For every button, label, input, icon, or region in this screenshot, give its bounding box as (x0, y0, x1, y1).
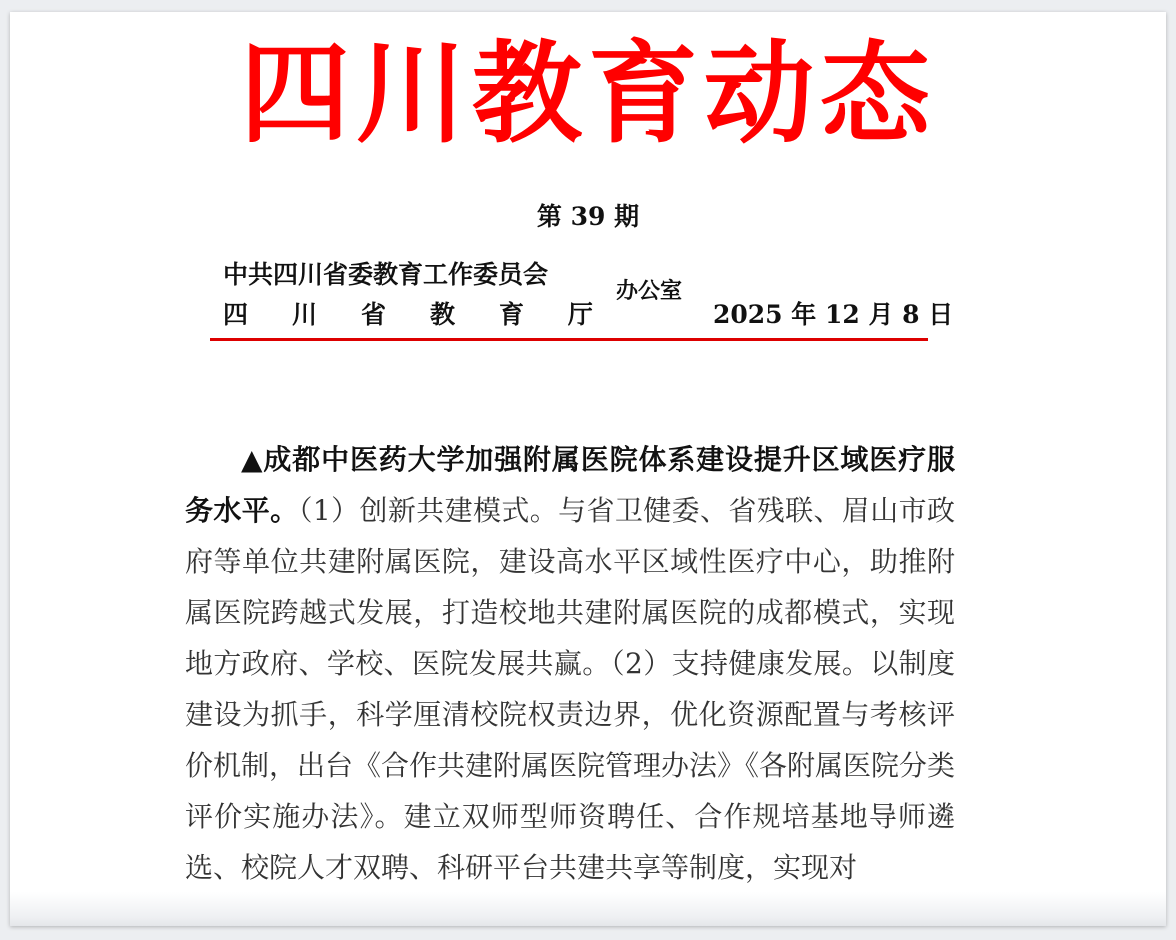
bottom-fade-overlay (10, 892, 1166, 926)
article-paragraph (185, 434, 955, 893)
article-lead-heading: ▲成都中医药大学加强附属医院体系建设提升区域医疗服务水平。 (185, 443, 955, 527)
issuer-char: 四 (223, 300, 249, 329)
issue-number: 第 39 期 (536, 202, 640, 231)
issuer-party-committee: 中共四川省委教育工作委员会 (223, 260, 549, 289)
issuer-char: 育 (498, 300, 524, 329)
issue-date: 2025 年 12 月 8 日 (713, 300, 954, 329)
issuer-char: 省 (360, 300, 386, 329)
issuer-block (223, 260, 954, 340)
article-body-text: （1）创新共建模式。与省卫健委、省残联、眉山市政府等单位共建附属医院，建设高水平区域性医疗中心，助推附属医院跨越式发展，打造校地共建附属医院的成都模式，实现地方政府、学校、医院发展共赢。（2）支持健康发展。以制度建设为抓手，科学厘清校院权责边界，优化资源配置与考核评价机制，出台《合作共建附属医院管理办法》《各附属医院分类评价实施办法》。建立双师型师资聘任、合作规培基地导师遴选、校院人才双聘、科研平台共建共享等制度，实现对 (185, 494, 956, 884)
red-divider-rule (210, 338, 928, 341)
document-page (10, 12, 1166, 926)
issuer-char: 厅 (567, 300, 593, 329)
issuer-char: 教 (429, 300, 455, 329)
issuer-office: 办公室 (616, 278, 683, 304)
issuer-char: 川 (291, 300, 317, 329)
issuer-education-department (223, 300, 593, 330)
masthead-title: 四川教育动态 (240, 30, 936, 158)
